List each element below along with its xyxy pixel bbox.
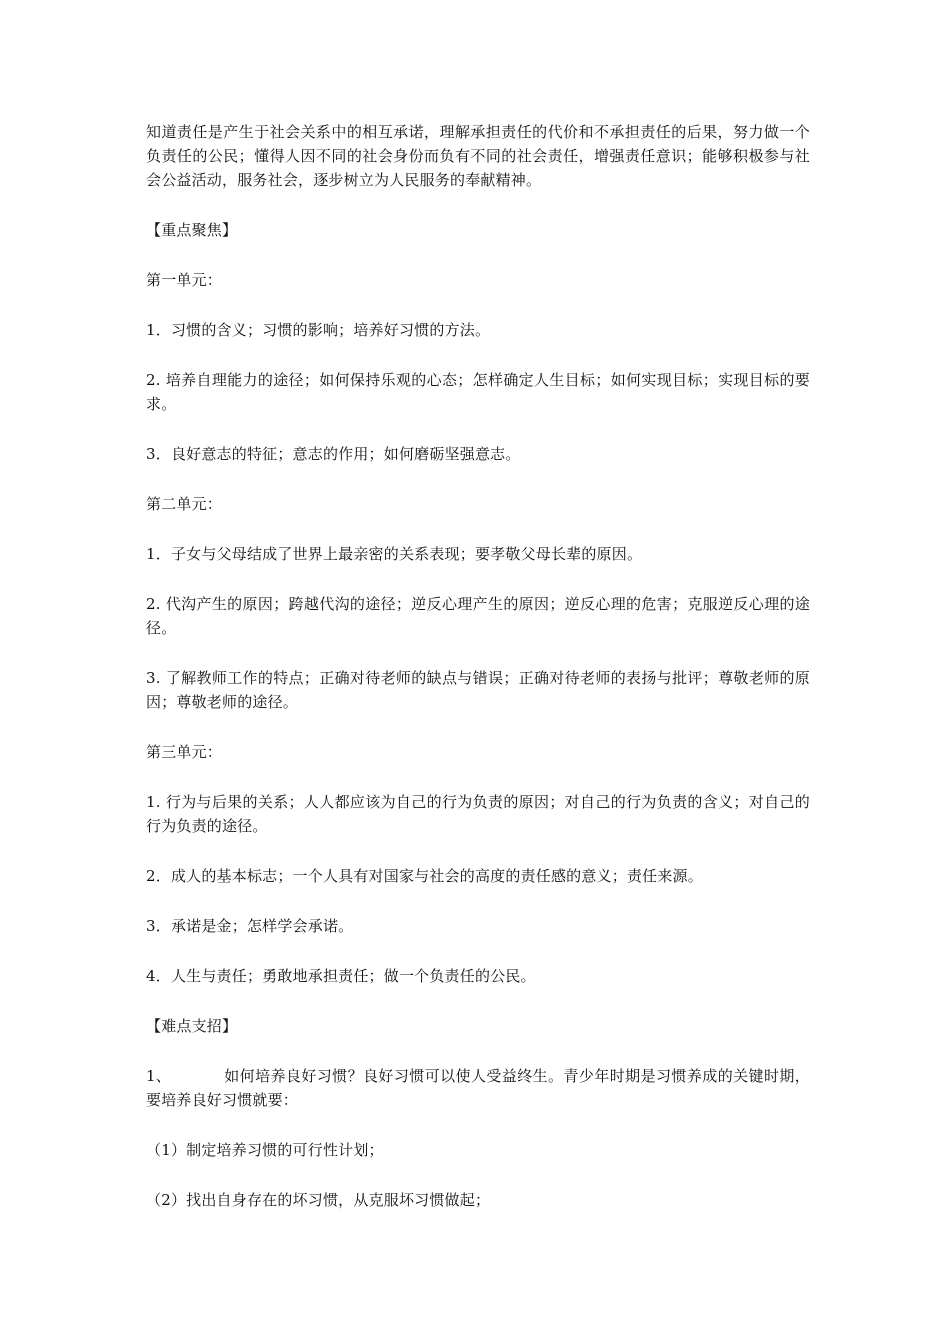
unit3-item-2: 2．成人的基本标志；一个人具有对国家与社会的高度的责任感的意义；责任来源。 <box>146 867 703 885</box>
unit2-item-1: 1．子女与父母结成了世界上最亲密的关系表现；要孝敬父母长辈的原因。 <box>146 545 643 563</box>
unit3-title: 第三单元： <box>146 743 223 761</box>
document-page <box>146 120 810 1238</box>
difficulty-item-number: 1、 <box>146 1067 171 1085</box>
difficulty-item-text: 如何培养良好习惯？良好习惯可以使人受益终生。青少年时期是习惯养成的关键时期，要培养良好习惯就要： <box>146 1067 810 1109</box>
unit2-title: 第二单元： <box>146 495 223 513</box>
difficulty-item-1 <box>146 1064 810 1112</box>
difficulty-heading: 【难点支招】 <box>146 1017 238 1035</box>
unit1-item-1: 1．习惯的含义；习惯的影响；培养好习惯的方法。 <box>146 321 491 339</box>
unit3-item-4: 4．人生与责任；勇敢地承担责任；做一个负责任的公民。 <box>146 967 536 985</box>
unit2-item-3: 3. 了解教师工作的特点；正确对待老师的缺点与错误；正确对待老师的表扬与批评；尊敬老师的原因；尊敬老师的途径。 <box>146 669 810 711</box>
unit3-item-1: 1. 行为与后果的关系；人人都应该为自己的行为负责的原因；对自己的行为负责的含义；对自己的行为负责的途径。 <box>146 793 810 835</box>
unit1-item-3: 3．良好意志的特征；意志的作用；如何磨砺坚强意志。 <box>146 445 521 463</box>
difficulty-step-2: （2）找出自身存在的坏习惯，从克服坏习惯做起； <box>146 1191 491 1209</box>
focus-heading: 【重点聚焦】 <box>146 221 238 239</box>
unit1-item-2: 2. 培养自理能力的途径；如何保持乐观的心态；怎样确定人生目标；如何实现目标；实现目标的要求。 <box>146 371 810 413</box>
unit3-item-3: 3．承诺是金；怎样学会承诺。 <box>146 917 354 935</box>
unit1-title: 第一单元： <box>146 271 223 289</box>
intro-paragraph: 知道责任是产生于社会关系中的相互承诺，理解承担责任的代价和不承担责任的后果，努力做一个负责任的公民；懂得人因不同的社会身份而负有不同的社会责任，增强责任意识；能够积极参与社会公益活动，服务社会，逐步树立为人民服务的奉献精神。 <box>146 123 810 189</box>
unit2-item-2: 2. 代沟产生的原因；跨越代沟的途径；逆反心理产生的原因；逆反心理的危害；克服逆反心理的途径。 <box>146 595 810 637</box>
difficulty-step-1: （1）制定培养习惯的可行性计划； <box>146 1141 384 1159</box>
